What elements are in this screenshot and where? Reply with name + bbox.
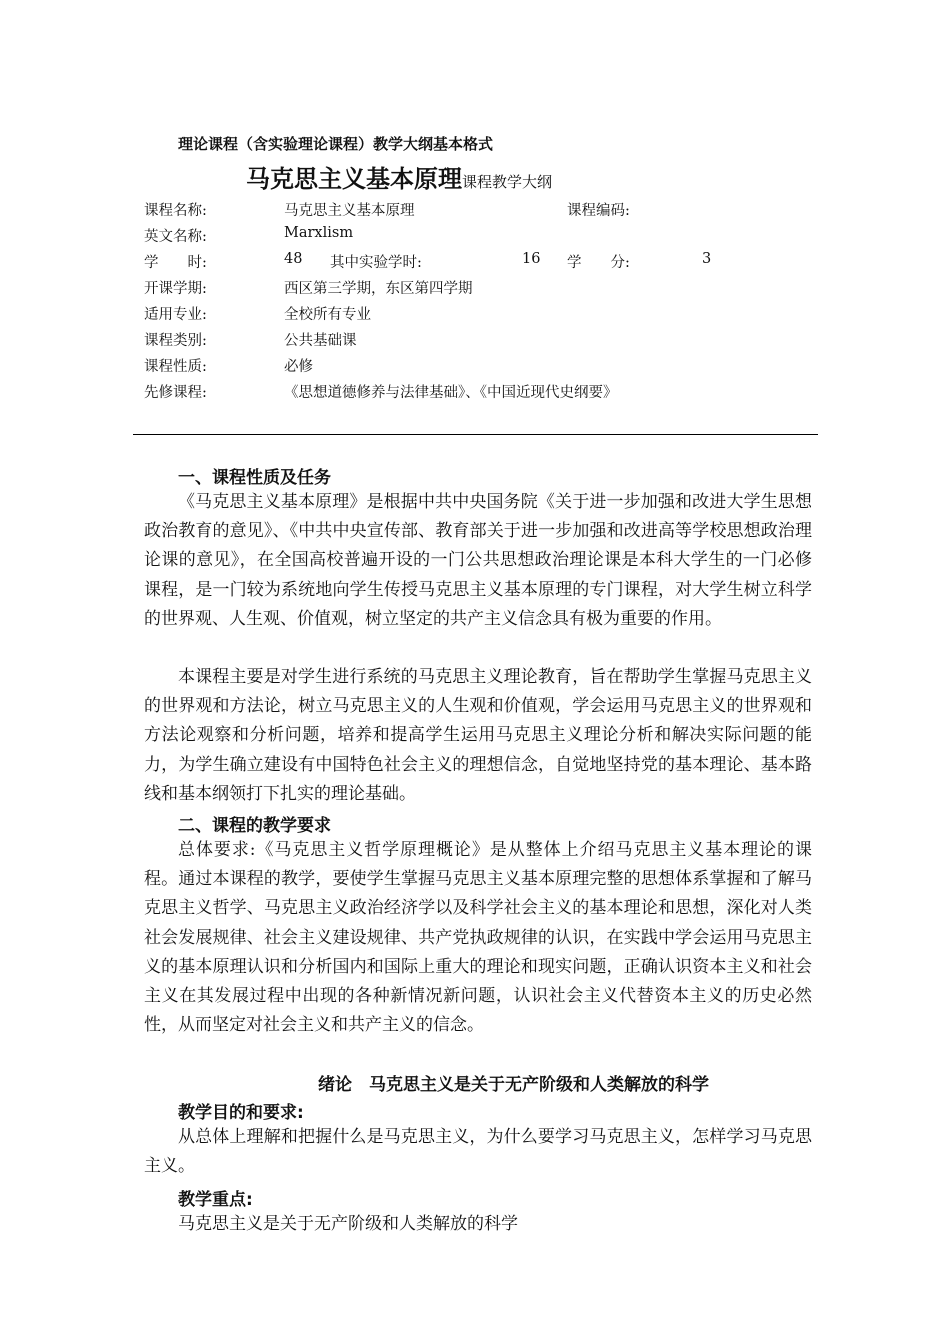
prerequisites-label: 先修课程: <box>144 385 207 401</box>
prerequisites-value: 《思想道德修养与法律基础》、《中国近现代史纲要》 <box>284 385 618 401</box>
major-value: 全校所有专业 <box>284 307 371 323</box>
course-title-sub: 课程教学大纲 <box>462 173 553 191</box>
course-name-label: 课程名称: <box>144 203 207 219</box>
course-code-label: 课程编码: <box>567 203 630 219</box>
hours-label: 学 时: <box>144 255 207 271</box>
teaching-goal-text: 从总体上理解和把握什么是马克思主义，为什么要学习马克思主义，怎样学习马克思主义。 <box>144 1127 812 1177</box>
course-title <box>246 159 552 194</box>
teaching-key-text: 马克思主义是关于无产阶级和人类解放的科学 <box>178 1214 518 1234</box>
english-name-value: Marxlism <box>284 225 354 241</box>
major-label: 适用专业: <box>144 307 207 323</box>
document-format-title: 理论课程（含实验理论课程）教学大纲基本格式 <box>178 135 494 153</box>
category-value: 公共基础课 <box>284 333 357 349</box>
horizontal-divider <box>133 434 818 435</box>
teaching-goal-heading: 教学目的和要求: <box>178 1103 304 1123</box>
chapter-title: 绪论 马克思主义是关于无产阶级和人类解放的科学 <box>318 1075 709 1095</box>
hours-value: 48 <box>284 251 303 267</box>
english-name-label: 英文名称: <box>144 229 207 245</box>
course-title-main: 马克思主义基本原理 <box>246 165 462 193</box>
category-label: 课程类别: <box>144 333 207 349</box>
section-1-heading: 一、课程性质及任务 <box>178 468 331 488</box>
section-1-paragraph-2: 本课程主要是对学生进行系统的马克思主义理论教育，旨在帮助学生掌握马克思主义的世界观和方法论，树立马克思主义的人生观和价值观，学会运用马克思主义的世界观和方法论观察和分析问题，培养和提高学生运用马克思主义理论分析和解决实际问题的能力，为学生确立建设有中国特色社会主义的理想信念，自觉地坚持党的基本理论、基本路线和基本纲领打下扎实的理论基础。 <box>144 667 812 804</box>
section-2-paragraph-1: 总体要求:《马克思主义哲学原理概论》是从整体上介绍马克思主义基本理论的课程。通过本课程的教学，要使学生掌握马克思主义基本原理完整的思想体系掌握和了解马克思主义哲学、马克思主义政治经济学以及科学社会主义的基本理论和思想，深化对人类社会发展规律、社会主义建设规律、共产党执政规律的认识，在实践中学会运用马克思主义的基本原理认识和分析国内和国际上重大的理论和现实问题，正确认识资本主义和社会主义在其发展过程中出现的各种新情况新问题，认识社会主义代替资本主义的历史必然性，从而坚定对社会主义和共产主义的信念。 <box>144 840 812 1036</box>
lab-hours-value: 16 <box>522 251 541 267</box>
course-name-value: 马克思主义基本原理 <box>284 203 415 219</box>
section-1-paragraph-1: 《马克思主义基本原理》是根据中共中央国务院《关于进一步加强和改进大学生思想政治教育的意见》、《中共中央宣传部、教育部关于进一步加强和改进高等学校思想政治理论课的意见》，在全国高校普遍开设的一门公共思想政治理论课是本科大学生的一门必修课程，是一门较为系统地向学生传授马克思主义基本原理的专门课程，对大学生树立科学的世界观、人生观、价值观，树立坚定的共产主义信念具有极为重要的作用。 <box>144 492 812 629</box>
semester-label: 开课学期: <box>144 281 207 297</box>
teaching-key-heading: 教学重点: <box>178 1190 253 1210</box>
section-2-heading: 二、课程的教学要求 <box>178 816 331 836</box>
lab-hours-label: 其中实验学时: <box>330 255 422 271</box>
nature-value: 必修 <box>284 359 313 375</box>
credit-label: 学 分: <box>567 255 630 271</box>
credit-value: 3 <box>702 251 712 267</box>
semester-value: 西区第三学期，东区第四学期 <box>284 281 473 297</box>
nature-label: 课程性质: <box>144 359 207 375</box>
